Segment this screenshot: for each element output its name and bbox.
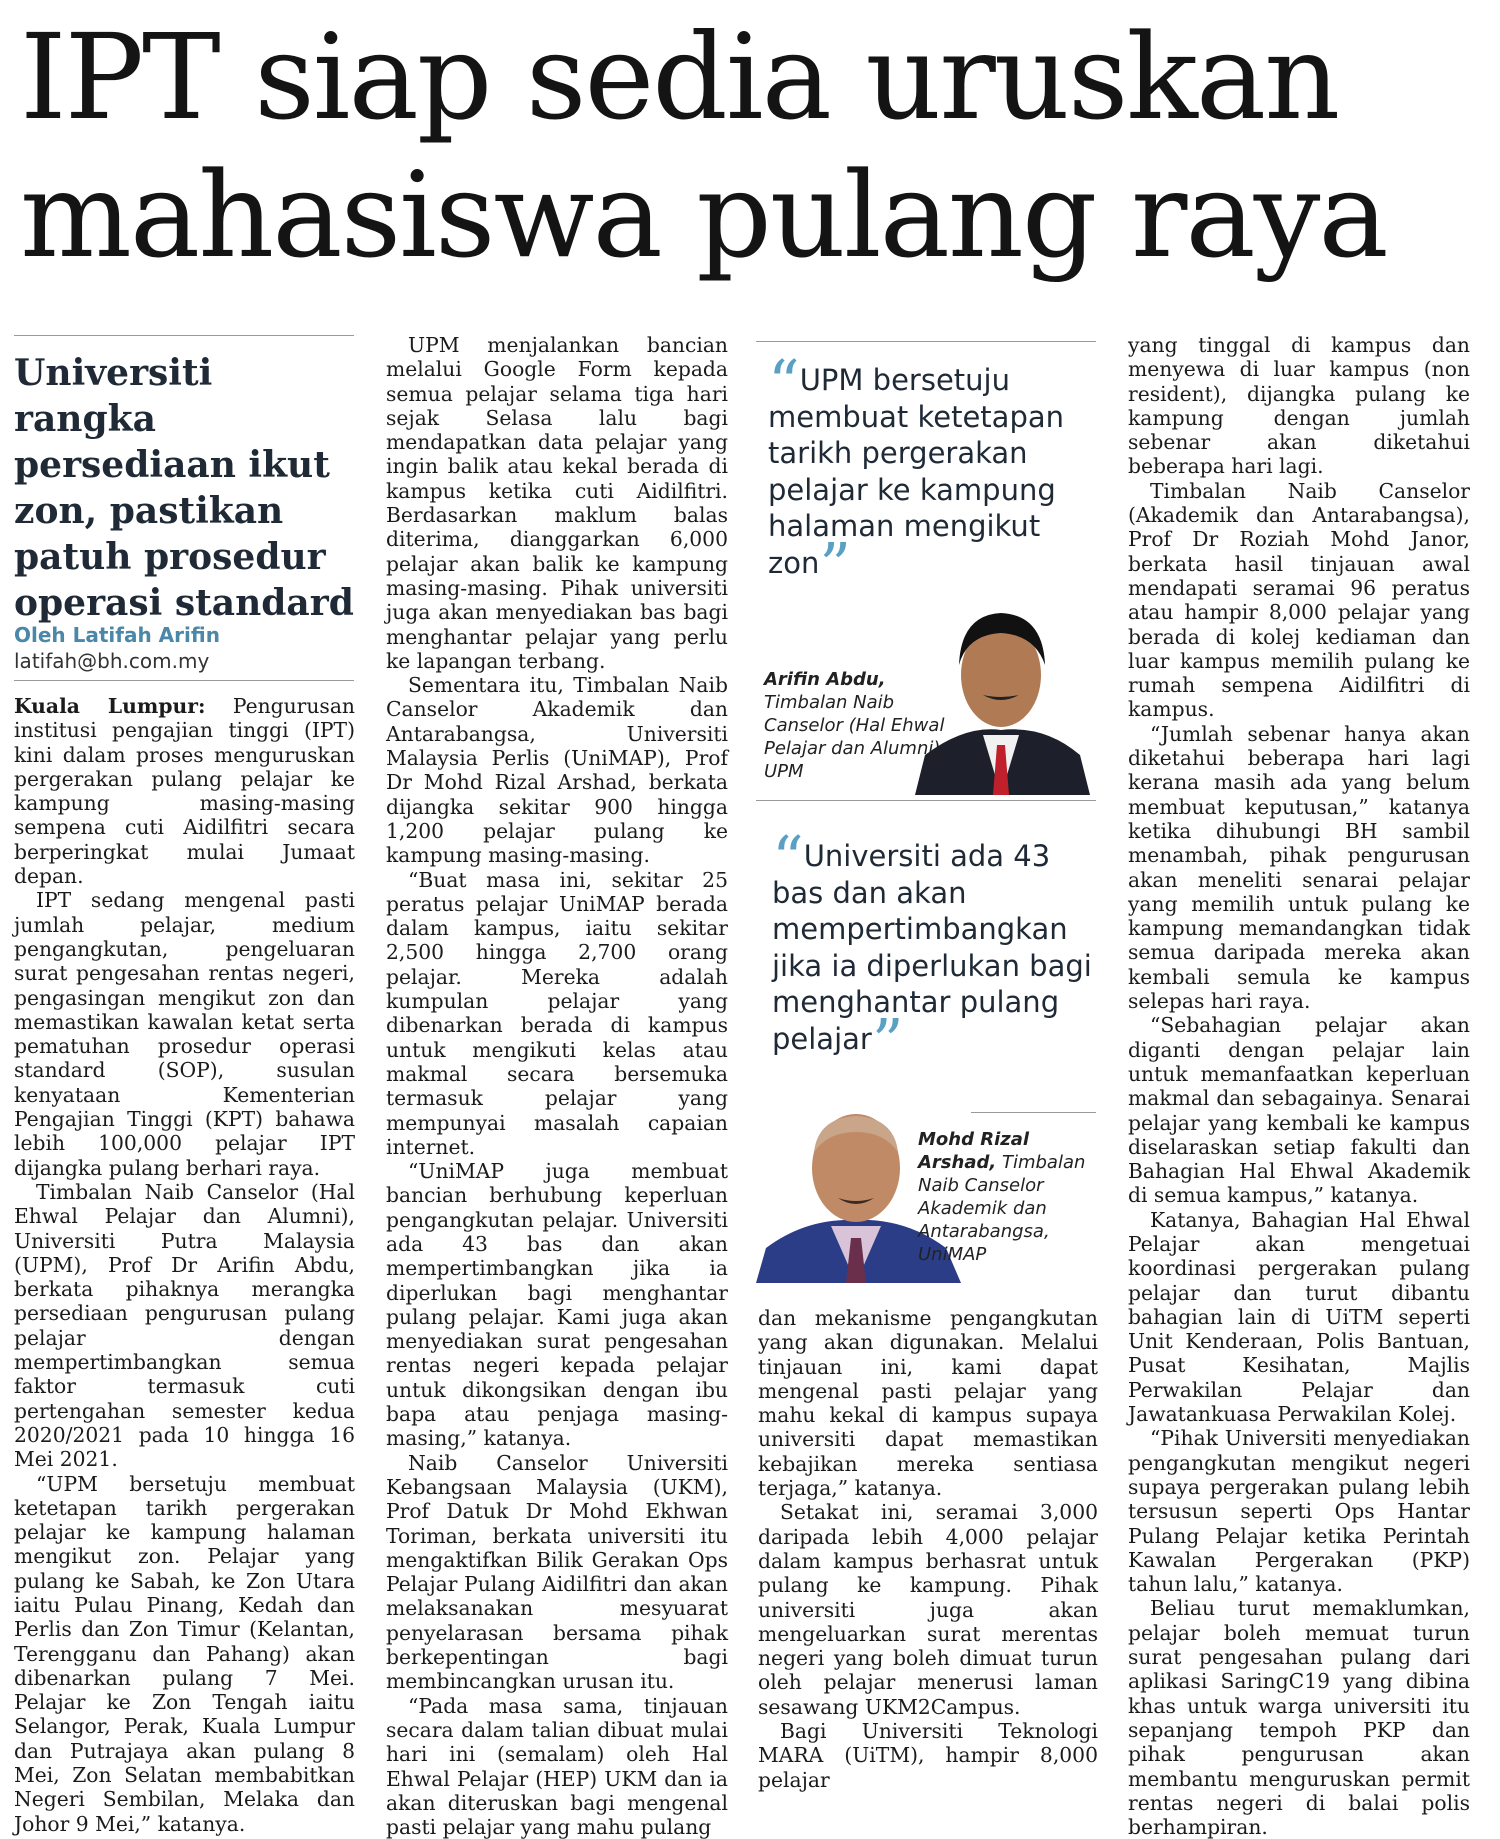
headline-line-2: mahasiswa pulang raya (20, 146, 1387, 284)
paragraph: “Buat masa ini, sekitar 25 peratus pelajar UniMAP berada dalam kampus, iaitu sekitar 2,500 hingga 2,700 orang pelajar. Mereka adalah kumpulan pelajar yang dibenarkan berada di kampus untuk mengikuti kelas atau makmal secara bersemuka termasuk pelajar yang mempunyai masalah capaian internet. (386, 867, 728, 1159)
paragraph: Katanya, Bahagian Hal Ehwal Pelajar akan mengetuai koordinasi pergerakan pulang pelajar dan turut dibantu bahagian lain di UiTM seperti Unit Kenderaan, Polis Bantuan, Pusat Kesihatan, Majlis Perwakilan Pelajar dan Jawatankuasa Perwakilan Kolej. (1128, 1207, 1470, 1427)
pull-quote-text: Universiti ada 43 bas dan akan mempertimbangkan jika ia diperlukan bagi menghantar pulang pelajar (772, 839, 1092, 1056)
close-quote-icon: ” (871, 1004, 904, 1078)
divider (14, 680, 354, 681)
caption-title: Timbalan Naib Canselor Akademik dan Antarabangsa, UniMAP (918, 1152, 1086, 1265)
paragraph: Timbalan Naib Canselor (Hal Ehwal Pelajar dan Alumni), Universiti Putra Malaysia (UPM), Prof Dr Arifin Abdu, berkata pihaknya merangka persediaan pengurusan pulang pelajar dengan mempertimbangkan semua faktor termasuk cuti pertengahan semester kedua 2020/2021 pada 10 hingga 16 Mei 2021. (14, 1179, 355, 1472)
caption-title: Timbalan Naib Canselor (Hal Ehwal Pelajar dan Alumni), UPM (764, 692, 947, 782)
paragraph: IPT sedang mengenal pasti jumlah pelajar, medium pengangkutan, pengeluaran surat pengesahan rentas negeri, pengasingan mengikut zon dan memastikan kawalan ketat serta pematuhan prosedur operasi standard (SOP), susulan kenyataan Kementerian Pengajian Tinggi (KPT) bahawa lebih 100,000 pelajar IPT dijangka pulang berhari raya. (14, 888, 355, 1180)
paragraph: yang tinggal di kampus dan menyewa di luar kampus (non resident), dijangka pulang ke kampung dengan jumlah sebenar akan diketahui beberapa hari lagi. (1128, 333, 1470, 479)
paragraph: “Pihak Universiti menyediakan pengangkutan mengikut negeri supaya pergerakan pulang lebih tersusun seperti Ops Hantar Pulang Pelajar ketika Perintah Kawalan Pergerakan (PKP) tahun lalu,” katanya. (1128, 1426, 1470, 1597)
paragraph (14, 694, 355, 888)
subheadline: Universiti rangka persediaan ikut zon, pastikan patuh prosedur operasi standard (14, 352, 354, 624)
dateline: Kuala Lumpur: (14, 694, 206, 718)
paragraph: Timbalan Naib Canselor (Akademik dan Antarabangsa), Prof Dr Roziah Mohd Janor, berkata hasil tinjauan awal mendapati seramai 96 peratus atau hampir 8,000 pelajar yang berada di kolej kediaman dan luar kampus memilih pulang ke rumah sempena Aidilfitri di kampus. (1128, 478, 1470, 722)
caption-name: Mohd Rizal Arshad, (918, 1129, 1030, 1173)
close-quote-icon: ” (819, 528, 852, 602)
paragraph: Sementara itu, Timbalan Naib Canselor Akademik dan Antarabangsa, Universiti Malaysia Perlis (UniMAP), Prof Dr Mohd Rizal Arshad, berkata dijangka sekitar 900 hingga 1,200 pelajar pulang ke kampung masing-masing. (386, 673, 728, 868)
open-quote-icon: “ (768, 346, 800, 419)
pull-quote-1 (768, 346, 1098, 602)
article-column-4 (1128, 333, 1470, 1839)
article-column-3 (758, 1306, 1098, 1792)
paragraph: Bagi Universiti Teknologi MARA (UiTM), hampir 8,000 pelajar (758, 1719, 1098, 1792)
paragraph: “UniMAP juga membuat bancian berhubung keperluan pengangkutan pelajar. Universiti ada 43 bas dan akan mempertimbangkan jika ia diperlukan bagi menghantar pulang pelajar. Kami juga akan menyediakan surat pengesahan rentas negeri kepada pelajar untuk dikongsikan dengan ibu bapa atau penjaga masing-masing,” katanya. (386, 1159, 728, 1451)
article-column-1 (14, 694, 355, 1836)
pull-quote-text: UPM bersetuju membuat ketetapan tarikh pergerakan pelajar ke kampung halaman mengikut zon (768, 363, 1065, 580)
paragraph-text: Pengurusan institusi pengajian tinggi (IPT) kini dalam proses menguruskan pergerakan pulang pelajar ke kampung masing-masing sempena cuti Aidilfitri secara berperingkat mulai Jumaat depan. (14, 694, 355, 889)
pull-quote-2 (772, 822, 1097, 1078)
divider (14, 335, 354, 336)
paragraph: dan mekanisme pengangkutan yang akan digunakan. Melalui tinjauan ini, kami dapat mengenal pasti pelajar yang mahu kekal di kampus supaya universiti dapat memastikan kebajikan mereka sentiasa terjaga,” katanya. (758, 1306, 1098, 1501)
byline-author: Oleh Latifah Arifin (14, 623, 220, 647)
photo-caption-1 (764, 668, 964, 783)
byline (14, 622, 220, 674)
photo-caption-2 (918, 1128, 1103, 1266)
paragraph: “Jumlah sebenar hanya akan diketahui beberapa hari lagi kerana masih ada yang belum membuat keputusan,” katanya ketika dihubungi BH sambil menambah, pihak pengurusan akan meneliti senarai pelajar yang memilih untuk pulang ke kampung memandangkan tidak semua daripada mereka akan kembali semula ke kampus selepas hari raya. (1128, 721, 1470, 1014)
paragraph: Beliau turut memaklumkan, pelajar boleh memuat turun surat pengesahan pulang dari aplikasi SaringC19 yang dibina khas untuk warga universiti itu sepanjang tempoh PKP dan pihak pengurusan akan membantu menguruskan permit rentas negeri di balai polis berhampiran. (1128, 1596, 1470, 1839)
paragraph: Setakat ini, seramai 3,000 daripada lebih 4,000 pelajar dalam kampus berhasrat untuk pulang ke kampung. Pihak universiti juga akan mengeluarkan surat merentas negeri yang boleh dimuat turun oleh pelajar menerusi laman sesawang UKM2Campus. (758, 1500, 1098, 1719)
divider (756, 800, 1096, 801)
headline (20, 8, 1490, 284)
paragraph: “Sebahagian pelajar akan diganti dengan pelajar lain untuk memanfaatkan keperluan makmal dan sebagainya. Senarai pelajar yang kembali ke kampus diselaraskan setiap fakulti dan Bahagian Hal Ehwal Akademik di semua kampus,” katanya. (1128, 1013, 1470, 1208)
open-quote-icon: “ (772, 822, 804, 895)
caption-name: Arifin Abdu, (764, 669, 886, 690)
paragraph: “Pada masa sama, tinjauan secara dalam talian dibuat mulai hari ini (semalam) oleh Hal Ehwal Pelajar (HEP) UKM dan ia akan diteruskan bagi mengenal pasti pelajar yang mahu pulang (386, 1693, 728, 1839)
headline-line-1: IPT siap sedia uruskan (20, 8, 1339, 146)
byline-email: latifah@bh.com.my (14, 649, 210, 673)
paragraph: “UPM bersetuju membuat ketetapan tarikh pergerakan pelajar ke kampung halaman mengikut zon. Pelajar yang pulang ke Sabah, ke Zon Utara iaitu Pulau Pinang, Kedah dan Perlis dan Zon Timur (Kelantan, Terengganu dan Pahang) akan dibenarkan pulang 7 Mei. Pelajar ke Zon Tengah iaitu Selangor, Perak, Kuala Lumpur dan Putrajaya akan pulang 8 Mei, Zon Selatan membabitkan Negeri Sembilan, Melaka dan Johor 9 Mei,” katanya. (14, 1471, 355, 1836)
article-column-2 (386, 333, 728, 1839)
divider (756, 341, 1096, 342)
paragraph: UPM menjalankan bancian melalui Google Form kepada semua pelajar selama tiga hari sejak Selasa lalu bagi mendapatkan data pelajar yang ingin balik atau kekal berada di kampus ketika cuti Aidilfitri. Berdasarkan maklum balas diterima, dianggarkan 6,000 pelajar akan balik ke kampung masing-masing. Pihak universiti juga akan menyediakan bas bagi menghantar pelajar yang perlu ke lapangan terbang. (386, 333, 728, 673)
paragraph: Naib Canselor Universiti Kebangsaan Malaysia (UKM), Prof Datuk Dr Mohd Ekhwan Toriman, berkata universiti itu mengaktifkan Bilik Gerakan Ops Pelajar Pulang Aidilfitri dan akan melaksanakan mesyuarat penyelarasan bersama pihak berkepentingan bagi membincangkan urusan itu. (386, 1450, 728, 1694)
